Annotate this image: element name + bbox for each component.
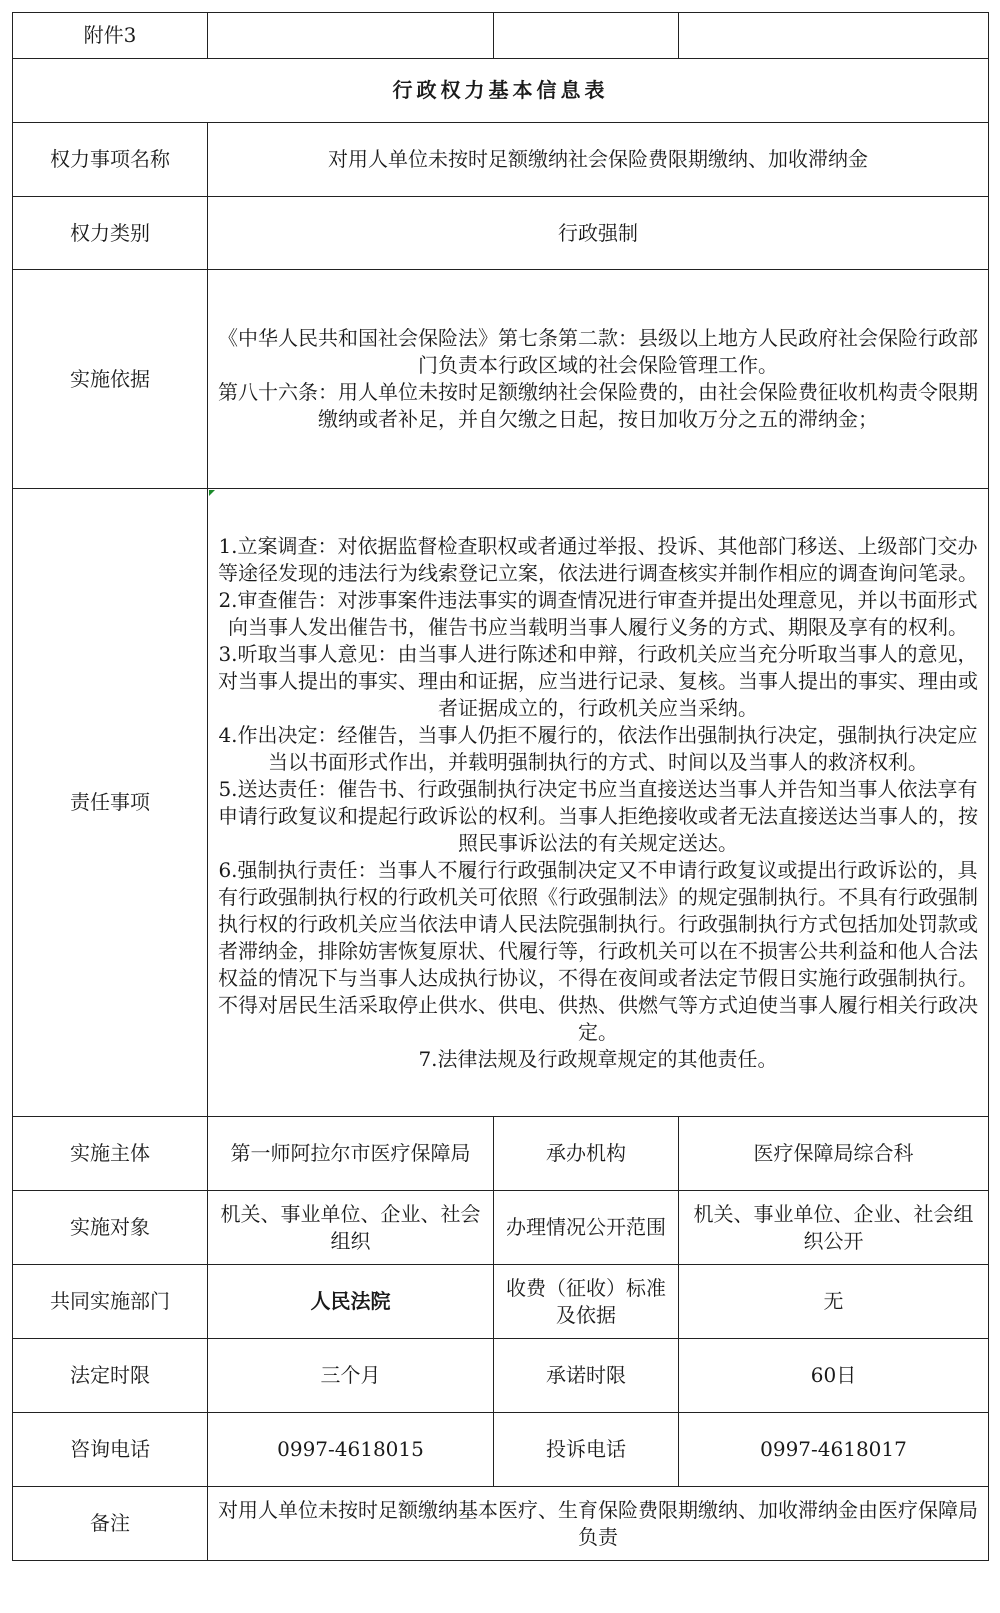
implementer-value: 第一师阿拉尔市医疗保障局 [208, 1117, 494, 1191]
category-label: 权力类别 [13, 197, 208, 270]
target-value: 机关、事业单位、企业、社会组织 [208, 1191, 494, 1265]
consult-phone-value: 0997-4618015 [208, 1413, 494, 1487]
fee-standard-value: 无 [679, 1265, 989, 1339]
legal-time-limit-value: 三个月 [208, 1339, 494, 1413]
basis-paragraph: 《中华人民共和国社会保险法》第七条第二款：县级以上地方人民政府社会保险行政部门负责本行政区域的社会保险管理工作。 [218, 326, 978, 377]
responsibility-item: 6.强制执行责任：当事人不履行行政强制决定又不申请行政复议或提出行政诉讼的，具有行政强制执行权的行政机关可依照《行政强制法》的规定强制执行。不具有行政强制执行权的行政机关应当依法申请人民法院强制执行。行政强制执行方式包括加处罚款或者滞纳金，排除妨害恢复原状、代履行等，行政机关可以在不损害公共利益和他人合法权益的情况下与当事人达成执行协议，不得在夜间或者法定节假日实施行政强制执行。不得对居民生活采取停止供水、供电、供热、供燃气等方式迫使当事人履行相关行政决定。 [218, 857, 978, 1044]
responsibility-item: 7.法律法规及行政规章规定的其他责任。 [418, 1046, 778, 1071]
basis-paragraph: 第八十六条：用人单位未按时足额缴纳社会保险费的，由社会保险费征收机构责令限期缴纳或者补足，并自欠缴之日起，按日加收万分之五的滞纳金； [218, 380, 978, 431]
legal-time-limit-label: 法定时限 [13, 1339, 208, 1413]
joint-department-label: 共同实施部门 [13, 1265, 208, 1339]
item-name-label: 权力事项名称 [13, 123, 208, 197]
page-title: 行政权力基本信息表 [13, 59, 989, 123]
handling-agency-label: 承办机构 [494, 1117, 679, 1191]
info-table [12, 12, 989, 1561]
item-name-value: 对用人单位未按时足额缴纳社会保险费限期缴纳、加收滞纳金 [208, 123, 989, 197]
basis-label: 实施依据 [13, 270, 208, 489]
consult-phone-label: 咨询电话 [13, 1413, 208, 1487]
remarks-value: 对用人单位未按时足额缴纳基本医疗、生育保险费限期缴纳、加收滞纳金由医疗保障局负责 [208, 1487, 989, 1561]
implementer-label: 实施主体 [13, 1117, 208, 1191]
cell-comment-marker [209, 490, 215, 496]
empty-cell [494, 13, 679, 59]
responsibility-item: 5.送达责任：催告书、行政强制执行决定书应当直接送达当事人并告知当事人依法享有申请行政复议和提起行政诉讼的权利。当事人拒绝接收或者无法直接送达当事人的，按照民事诉讼法的有关规定送达。 [218, 776, 978, 855]
promised-time-limit-value: 60日 [679, 1339, 989, 1413]
promised-time-limit-label: 承诺时限 [494, 1339, 679, 1413]
fee-standard-label: 收费（征收）标准及依据 [494, 1265, 679, 1339]
target-label: 实施对象 [13, 1191, 208, 1265]
disclosure-scope-label: 办理情况公开范围 [494, 1191, 679, 1265]
empty-cell [208, 13, 494, 59]
disclosure-scope-value: 机关、事业单位、企业、社会组织公开 [679, 1191, 989, 1265]
complaint-phone-label: 投诉电话 [494, 1413, 679, 1487]
handling-agency-value: 医疗保障局综合科 [679, 1117, 989, 1191]
remarks-label: 备注 [13, 1487, 208, 1561]
responsibilities-value [208, 489, 989, 1117]
responsibility-item: 2.审查催告：对涉事案件违法事实的调查情况进行审查并提出处理意见，并以书面形式向当事人发出催告书，催告书应当载明当事人履行义务的方式、期限及享有的权利。 [218, 587, 978, 639]
empty-cell [679, 13, 989, 59]
attachment-label: 附件3 [13, 13, 208, 59]
responsibility-item: 3.听取当事人意见：由当事人进行陈述和申辩，行政机关应当充分听取当事人的意见，对当事人提出的事实、理由和证据，应当进行记录、复核。当事人提出的事实、理由或者证据成立的，行政机关应当采纳。 [218, 641, 978, 720]
basis-value [208, 270, 989, 489]
responsibility-item: 4.作出决定：经催告，当事人仍拒不履行的，依法作出强制执行决定，强制执行决定应当以书面形式作出，并载明强制执行的方式、时间以及当事人的救济权利。 [218, 722, 978, 774]
joint-department-value: 人民法院 [208, 1265, 494, 1339]
category-value: 行政强制 [208, 197, 989, 270]
responsibilities-label: 责任事项 [13, 489, 208, 1117]
complaint-phone-value: 0997-4618017 [679, 1413, 989, 1487]
responsibility-item: 1.立案调查：对依据监督检查职权或者通过举报、投诉、其他部门移送、上级部门交办等途径发现的违法行为线索登记立案，依法进行调查核实并制作相应的调查询问笔录。 [218, 533, 978, 585]
